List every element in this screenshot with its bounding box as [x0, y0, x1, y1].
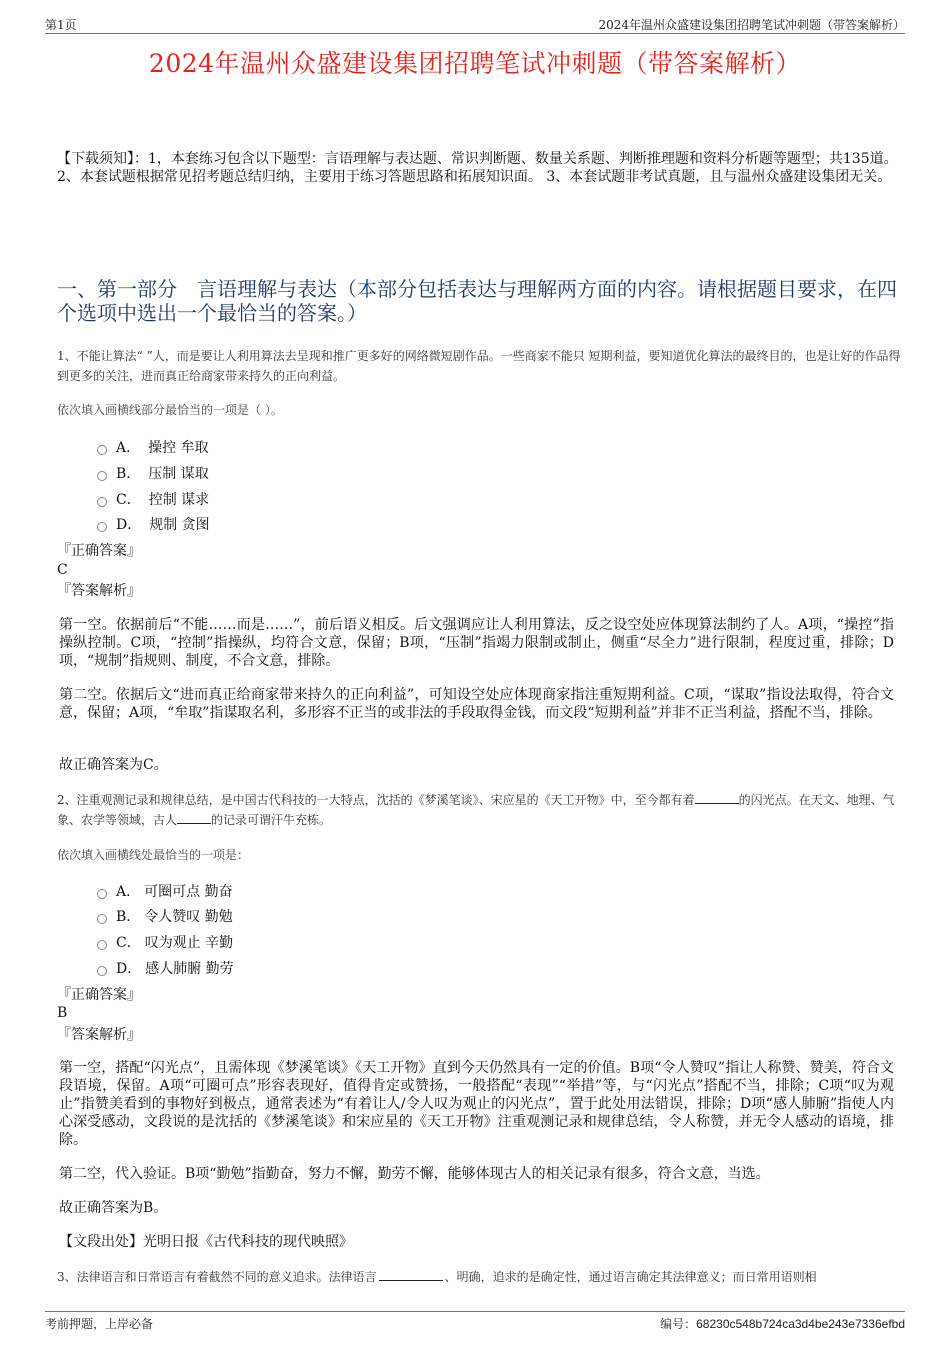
page-title: 2024年温州众盛建设集团招聘笔试冲刺题（带答案解析）	[148, 49, 802, 78]
question-1-option-c[interactable]	[97, 489, 209, 509]
option-text: 感人肺腑 勤劳	[145, 961, 234, 977]
option-text: 压制 谋取	[148, 466, 209, 482]
footer-code	[660, 1315, 905, 1332]
radio-button[interactable]	[97, 471, 107, 481]
fill-blank-1	[695, 791, 739, 804]
option-key: A．	[116, 884, 141, 900]
question-2-text-part-1: 2、注重观测记录和规律总结，是中国古代科技的一大特点，沈括的《梦溪笔谈》、宋应星的《天工开物》中，至今都有着	[57, 793, 695, 807]
question-2-analysis-1: 第一空，搭配“闪光点”，且需体现《梦溪笔谈》《天工开物》直到今天仍然具有一定的价值。B项“令人赞叹”指让人称赞、赞美，符合文段语境，保留。A项“可圈可点”形容表现好，值得肯定或赞扬，一般搭配“表现”“举措”等，与“闪光点”搭配不当，排除；C项“叹为观止”指赞美看到的事物好到极点，通常表述为“有着让人/令人叹为观止的闪光点”，置于此处用法错误，排除；D项“感人肺腑”指使人内心深受感动，文段说的是沈括的《梦溪笔谈》和宋应星的《天工开物》注重观测记录和规律总结，令人称赞，并无令人感动的语境，排除。	[59, 1060, 894, 1148]
option-text: 可圈可点 勤奋	[144, 884, 233, 900]
question-1-option-d[interactable]	[97, 514, 210, 534]
option-key: B．	[116, 909, 141, 925]
question-2-analysis-label: 『答案解析』	[57, 1027, 141, 1043]
question-1-answer: C	[57, 562, 68, 578]
question-2-prompt: 依次填入画横线处最恰当的一项是：	[57, 848, 250, 862]
radio-button[interactable]	[97, 966, 107, 976]
option-key: D．	[116, 961, 142, 977]
radio-button[interactable]	[97, 914, 107, 924]
radio-button[interactable]	[97, 889, 107, 899]
option-text: 令人赞叹 勤勉	[144, 909, 233, 925]
option-key: D．	[116, 517, 142, 533]
question-2-conclusion: 故正确答案为B。	[59, 1200, 168, 1216]
fill-blank-1	[379, 1268, 443, 1281]
header-doc-title: 2024年温州众盛建设集团招聘笔试冲刺题（带答案解析）	[598, 18, 905, 32]
question-1-analysis-2: 第二空。依据后文“进而真正给商家带来持久的正向利益”，可知设空处应体现商家指注重短期利益。C项，“谋取”指设法取得，符合文意，保留；A项，“牟取”指谋取名利，多形容不正当的或非法的手段取得金钱，而文段“短期利益”并非不正当利益，搭配不当，排除。	[59, 687, 894, 721]
option-key: B．	[116, 466, 141, 482]
page-number: 第1页	[45, 18, 77, 32]
footer-code-value: 68230c548b724ca3d4be243e7336efbd	[696, 1317, 905, 1331]
question-2-answer-label: 『正确答案』	[57, 987, 141, 1003]
question-2-source: 【文段出处】光明日报《古代科技的现代映照》	[59, 1234, 353, 1250]
question-1-text: 1、不能让算法“ ”人，而是要让人利用算法去呈现和推广更多好的网络微短剧作品。一些商家不能只 短期利益，要知道优化算法的最终目的，也是让好的作品得到更多的关注，进而真正给商家带来持久的正向利益。	[57, 349, 901, 383]
question-3-text-part-1: 3、法律语言和日常语言有着截然不同的意义追求。法律语言	[57, 1270, 377, 1284]
question-2-analysis-2: 第二空，代入验证。B项“勤勉”指勤奋，努力不懈，勤劳不懈，能够体现古人的相关记录有很多，符合文意，当选。	[59, 1166, 770, 1182]
option-key: C．	[116, 492, 141, 508]
question-2-answer: B	[57, 1005, 68, 1021]
question-3-text	[57, 1267, 907, 1287]
section-title: 一、第一部分 言语理解与表达（本部分包括表达与理解两方面的内容。请根据题目要求，在四个选项中选出一个最恰当的答案。）	[57, 277, 897, 325]
question-2-text-part-2: 的闪光点。在天文、地理、气象、农学等领域，古人	[57, 793, 895, 827]
option-key: C．	[116, 935, 141, 951]
option-text: 叹为观止 辛勤	[144, 935, 234, 951]
question-1-analysis-1: 第一空。依据前后“不能……而是……”，前后语义相反。后文强调应让人利用算法，反之设空处应体现算法制约了人。A项，“操控”指操纵控制。C项，“控制”指操纵，均符合文意，保留；B项，“压制”指竭力限制或制止，侧重“尽全力”进行限制，程度过重，排除；D项，“规制”指规则、制度，不合文意，排除。	[59, 617, 894, 669]
download-notice: 【下载须知】：1，本套练习包含以下题型：言语理解与表达题、常识判断题、数量关系题、判断推理题和资料分析题等题型；共135道。 2、本套试题根据常见招考题总结归纳，主要用于练习答题思路和拓展知识面。 3、本套试题非考试真题，且与温州众盛建设集团无关。	[57, 151, 898, 185]
question-2-option-c[interactable]	[97, 932, 233, 952]
question-2-option-a[interactable]	[97, 881, 233, 901]
option-key: A．	[116, 440, 141, 456]
fill-blank-2	[177, 811, 211, 824]
question-1-answer-label: 『正确答案』	[57, 543, 141, 559]
question-2-text	[57, 790, 907, 830]
footer-divider	[45, 1311, 905, 1312]
question-2-option-d[interactable]	[97, 958, 234, 978]
question-1-analysis-label: 『答案解析』	[57, 583, 141, 599]
footer-slogan: 考前押题，上岸必备	[45, 1317, 154, 1331]
question-2-option-b[interactable]	[97, 906, 233, 926]
question-1-prompt: 依次填入画横线部分最恰当的一项是（ ）。	[57, 403, 283, 417]
radio-button[interactable]	[97, 522, 107, 532]
question-3-text-part-2: 、明确，追求的是确定性，通过语言确定其法律意义；而日常用语则相	[444, 1270, 817, 1284]
option-text: 控制 谋求	[148, 492, 210, 508]
question-2-text-part-3: 的记录可谓汗牛充栋。	[211, 813, 332, 827]
footer-code-label: 编号：	[660, 1317, 697, 1331]
option-text: 规制 贪图	[149, 517, 210, 533]
radio-button[interactable]	[97, 445, 107, 455]
header-divider	[45, 33, 905, 34]
question-1-option-a[interactable]	[97, 437, 209, 457]
radio-button[interactable]	[97, 497, 107, 507]
option-text: 操控 牟取	[148, 440, 209, 456]
question-1-conclusion: 故正确答案为C。	[59, 757, 168, 773]
radio-button[interactable]	[97, 940, 107, 950]
question-1-option-b[interactable]	[97, 463, 209, 483]
